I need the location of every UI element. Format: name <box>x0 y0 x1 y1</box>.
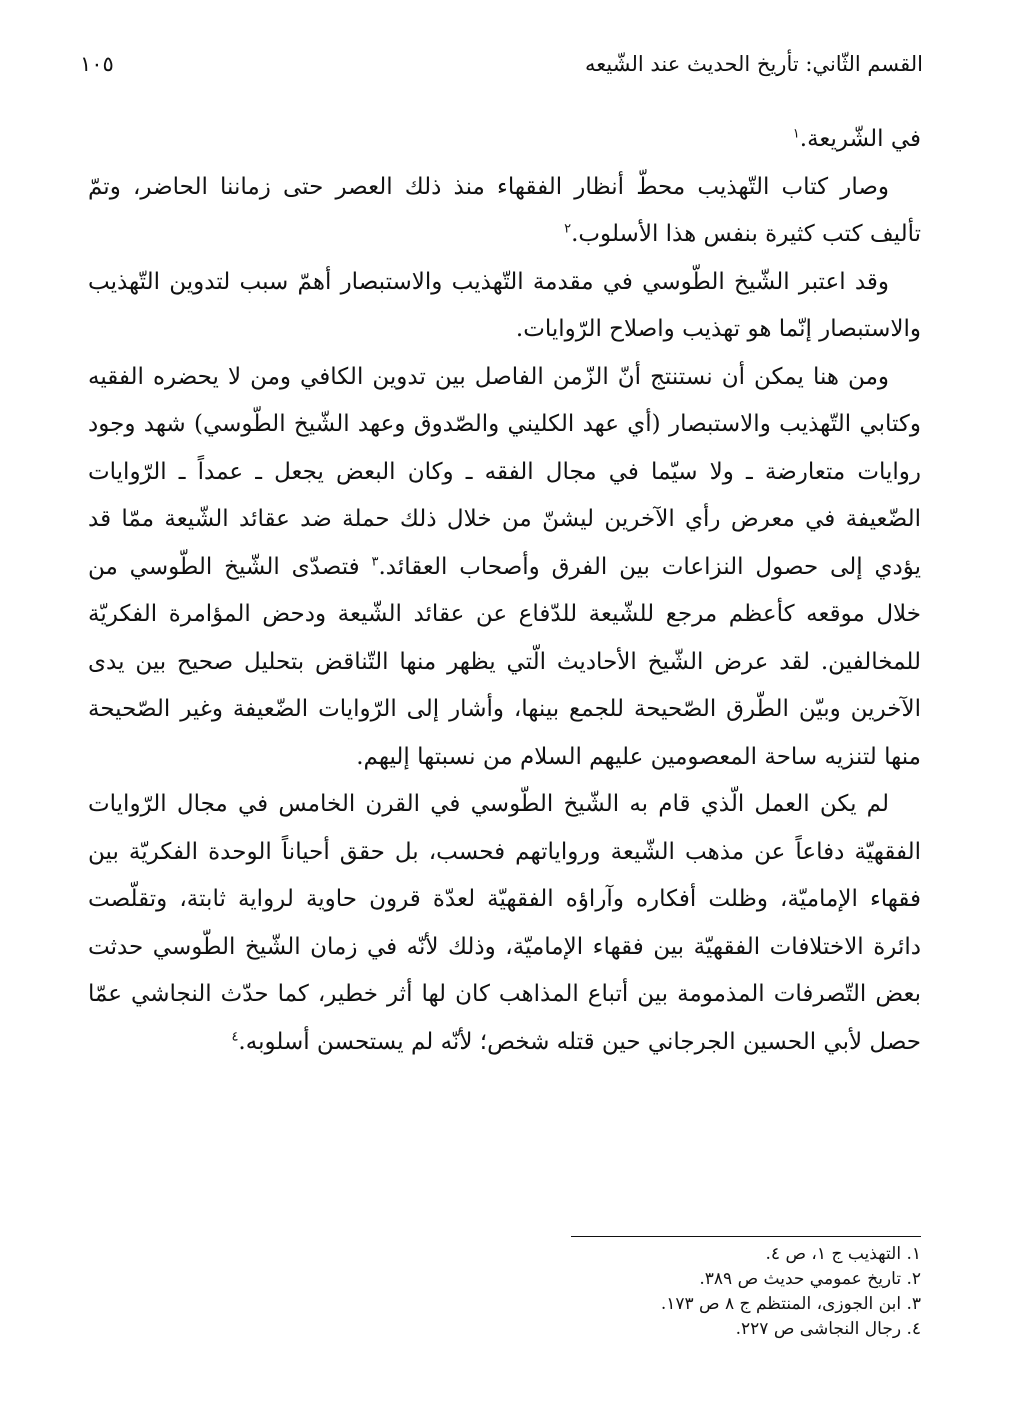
footnote-2: ٢. تاريخ عمومي حديث ص ٣٨٩. <box>699 1269 921 1289</box>
footnote-1: ١. التهذيب ج ١، ص ٤. <box>765 1244 921 1264</box>
paragraph-5 <box>88 781 921 1066</box>
footnote-marker: ٢ <box>564 221 572 237</box>
footnote-4: ٤. رجال النجاشى ص ٢٢٧. <box>735 1319 921 1339</box>
paragraph-text: ومن هنا يمكن أن نستنتج أنّ الزّمن الفاصل بين تدوين الكافي ومن لا يحضره الفقيه وكتابي التّهذيب والاستبصار (أي عهد الكليني والصّدوق وعهد الشّيخ الطّوسي) شهد وجود روايات متعارضة ـ ولا سيّما في مجال الفقه ـ وكان البعض يجعل ـ عمداً ـ الرّوايات الضّعيفة في معرض رأي الآخرين ليشنّ من خلال ذلك حملة ضد عقائد الشّيعة ممّا قد يؤدي إلى حصول النزاعات بين الفرق وأصحاب العقائد. <box>88 363 921 580</box>
paragraph-4 <box>88 354 921 782</box>
paragraph-1 <box>88 116 921 164</box>
main-text <box>88 116 921 1066</box>
footnote-3: ٣. ابن الجوزى، المنتظم ج ٨ ص ١٧٣. <box>660 1294 921 1314</box>
paragraph-text: وقد اعتبر الشّيخ الطّوسي في مقدمة التّهذيب والاستبصار أهمّ سبب لتدوين التّهذيب والاستبصار إنّما هو تهذيب واصلاح الرّوايات. <box>88 268 921 342</box>
paragraph-3 <box>88 259 921 354</box>
footnote-marker: ١ <box>792 126 800 142</box>
footnote-marker: ٣ <box>371 553 379 569</box>
paragraph-text-continued: فتصدّى الشّيخ الطّوسي من خلال موقعه كأعظم مرجع للشّيعة للدّفاع عن عقائد الشّيعة ودحض المؤامرة الفكريّة للمخالفين. لقد عرض الشّيخ الأحاديث الّتي يظهر منها التّناقض بتحليل صحيح بين يدى الآخرين وبيّن الطّرق الصّحيحة للجمع بينها، وأشار إلى الرّوايات الضّعيفة وغير الصّحيحة منها لتنزيه ساحة المعصومين عليهم السلام من نسبتها إليهم. <box>88 553 921 770</box>
footnotes <box>421 1242 921 1342</box>
footnote-marker: ٤ <box>231 1028 239 1044</box>
page-number: ١٠٥ <box>80 52 114 76</box>
footnote-divider <box>571 1236 921 1237</box>
paragraph-text: لم يكن العمل الّذي قام به الشّيخ الطّوسي في القرن الخامس في مجال الرّوايات الفقهيّة دفاعاً عن مذهب الشّيعة ورواياتهم فحسب، بل حقق أحياناً الوحدة الفكريّة بين فقهاء الإماميّة، وظلت أفكاره وآراؤه الفقهيّة لعدّة قرون حاوية لرواية ثابتة، وتقلّصت دائرة الاختلافات الفقهيّة بين فقهاء الإماميّة، وذلك لأنّه في زمان الشّيخ الطّوسي حدثت بعض التّصرفات المذمومة بين أتباع المذاهب كان لها أثر خطير، كما حدّث النجاشي عمّا حصل لأبي الحسين الجرجاني حين قتله شخص؛ لأنّه لم يستحسن أسلوبه. <box>88 791 921 1055</box>
running-header <box>80 44 923 84</box>
paragraph-2 <box>88 164 921 259</box>
header-title: القسم الثّاني: تأريخ الحديث عند الشّيعه <box>585 52 923 76</box>
paragraph-text: في الشّريعة. <box>799 126 921 152</box>
paragraph-text: وصار كتاب التّهذيب محطّ أنظار الفقهاء منذ ذلك العصر حتى زماننا الحاضر، وتمّ تأليف كتب كثيرة بنفس هذا الأسلوب. <box>88 173 921 247</box>
